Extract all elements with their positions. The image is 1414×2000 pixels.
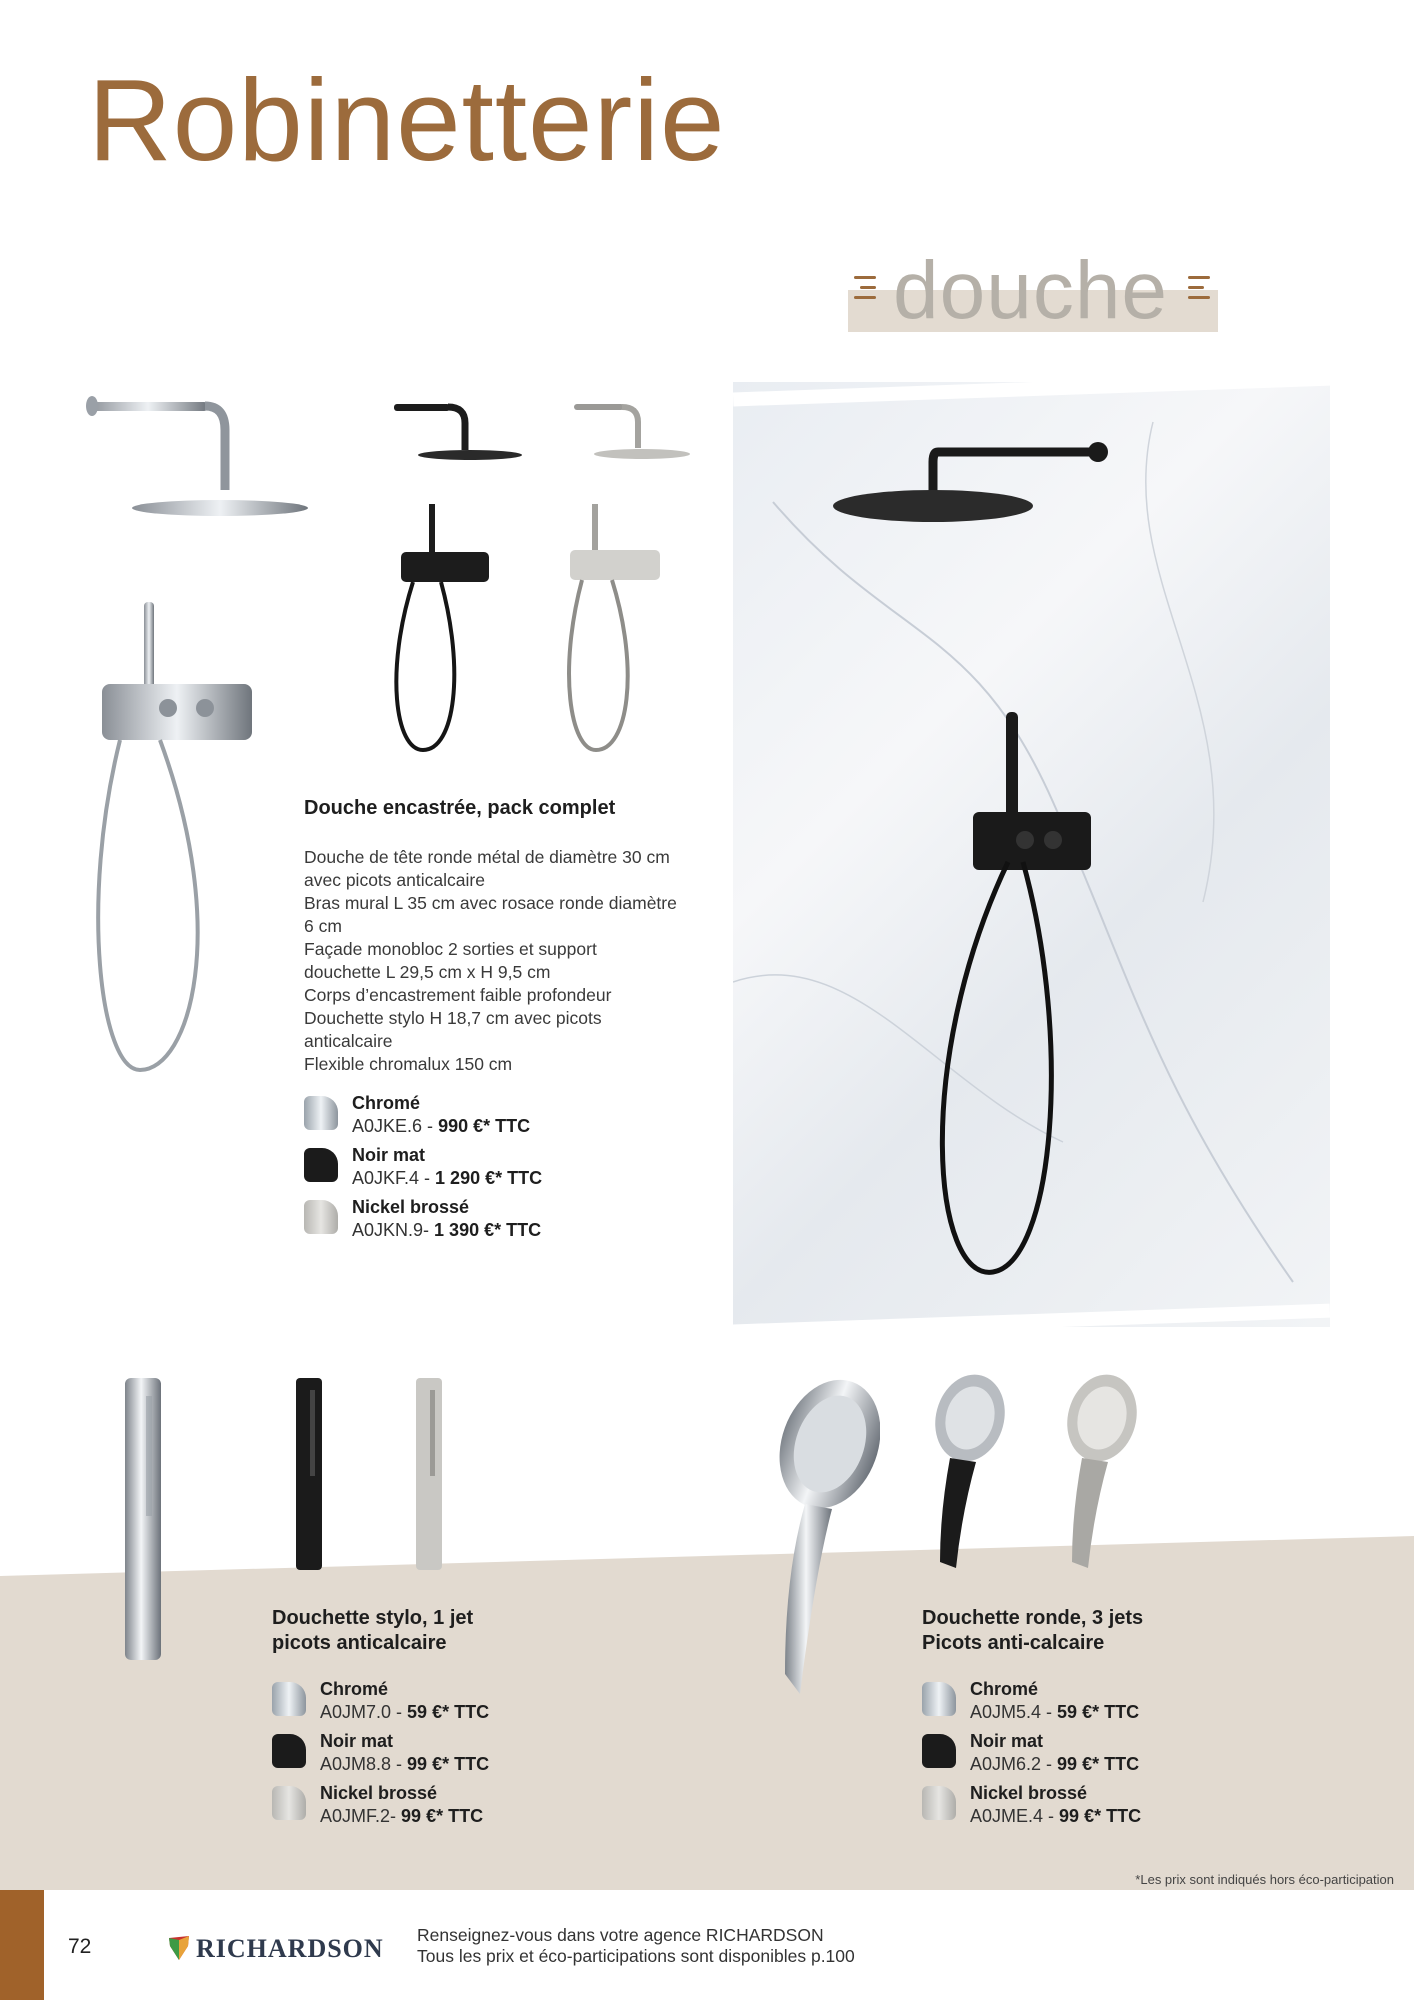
variant-ref: A0JM8.8 - [320,1754,403,1774]
variant-ref: A0JKN.9- [352,1220,430,1240]
variant-ref-price [320,1701,489,1724]
variant-finish: Noir mat [320,1731,394,1751]
hand-shower-kit-black-image [385,500,495,760]
variant-finish: Chromé [970,1679,1039,1699]
variant-ref: A0JME.4 - [970,1806,1055,1826]
richardson-logo [166,1930,384,1966]
decor-dash [854,276,876,279]
variant-chrome [272,1678,592,1730]
variant-nickel [272,1782,592,1834]
brand-name: RICHARDSON [196,1934,384,1963]
description-line: douchette L 29,5 cm x H 9,5 cm [304,962,551,982]
description-line: Corps d’encastrement faible profondeur [304,985,612,1005]
swatch-nickel [922,1786,956,1820]
variant-chrome [304,1092,624,1144]
ambiance-marble-image [733,382,1330,1327]
swatch-chrome [272,1682,306,1716]
variant-price: 99 €* TTC [1057,1754,1140,1774]
variant-finish: Chromé [352,1093,421,1113]
price-footnote: *Les prix sont indiqués hors éco-participation [1135,1872,1394,1887]
variant-ref-price [352,1167,542,1190]
round-hand-shower-chrome-image [750,1374,880,1700]
variant-black [922,1730,1242,1782]
variant-ref: A0JMF.2- [320,1806,397,1826]
section-tag [848,245,1218,336]
product-title: Douche encastrée, pack complet [304,797,616,819]
richardson-logo-icon [166,1932,192,1962]
variant-black [304,1144,624,1196]
variant-price: 59 €* TTC [407,1702,490,1722]
variant-black [272,1730,592,1782]
decor-dash [860,286,876,289]
footer-line: Tous les prix et éco-participations sont disponibles p.100 [417,1946,855,1966]
shower-head-nickel-image [570,398,700,468]
description-line: avec picots anticalcaire [304,870,485,890]
swatch-black [272,1734,306,1768]
variant-ref-price [970,1805,1141,1828]
shower-head-chrome-large-image [80,390,320,520]
variant-chrome [922,1678,1242,1730]
shower-head-black-image [390,398,530,468]
product-title-line: Douchette stylo, 1 jet [272,1607,474,1629]
variant-ref-price [320,1753,489,1776]
variant-ref-price [320,1805,483,1828]
variant-price: 99 €* TTC [407,1754,490,1774]
variant-ref: A0JKE.6 - [352,1116,434,1136]
variant-price: 59 €* TTC [1057,1702,1140,1722]
swatch-black [304,1148,338,1182]
variant-ref: A0JM5.4 - [970,1702,1053,1722]
stick-hand-shower-black-image [294,1376,324,1572]
stick-hand-shower-nickel-image [414,1376,444,1572]
stick-hand-shower-chrome-image [122,1376,164,1662]
footer-accent-bar [0,1890,44,2000]
description-line: Flexible chromalux 150 cm [304,1054,513,1074]
footer-info [417,1925,855,1967]
product-description [304,846,677,1076]
description-line: Bras mural L 35 cm avec rosace ronde diamètre [304,893,677,913]
swatch-chrome [922,1682,956,1716]
product-title-line: picots anticalcaire [272,1632,447,1654]
round-hand-shower-black-image [920,1372,1010,1572]
variant-ref-price [970,1753,1139,1776]
decor-dash [1188,276,1210,279]
description-line: anticalcaire [304,1031,393,1051]
decor-dash [1188,286,1204,289]
variant-nickel [304,1196,624,1248]
variant-ref: A0JM6.2 - [970,1754,1053,1774]
variant-finish: Noir mat [970,1731,1044,1751]
variant-ref-price [352,1115,530,1138]
decor-dash [854,296,876,299]
footer-line: Renseignez-vous dans votre agence RICHARDSON [417,1925,824,1945]
hand-shower-kit-chrome-image [80,600,260,1080]
variant-ref-price [970,1701,1139,1724]
page-title: Robinetterie [88,55,726,185]
description-line: 6 cm [304,916,342,936]
hand-shower-kit-nickel-image [560,500,670,760]
product-title [922,1606,1143,1656]
decor-dash [1188,296,1210,299]
variant-finish: Nickel brossé [352,1197,470,1217]
variant-finish: Chromé [320,1679,389,1699]
variant-price: 1 290 €* TTC [435,1168,543,1188]
variant-ref: A0JKF.4 - [352,1168,431,1188]
description-line: Douchette stylo H 18,7 cm avec picots [304,1008,602,1028]
variant-price: 1 390 €* TTC [434,1220,542,1240]
variant-price: 990 €* TTC [438,1116,531,1136]
description-line: Douche de tête ronde métal de diamètre 30 cm [304,847,670,867]
variant-finish: Nickel brossé [970,1783,1088,1803]
variant-price: 99 €* TTC [1059,1806,1142,1826]
description-line: Façade monobloc 2 sorties et support [304,939,597,959]
variant-ref: A0JM7.0 - [320,1702,403,1722]
swatch-nickel [304,1200,338,1234]
page-number: 72 [68,1935,92,1958]
swatch-black [922,1734,956,1768]
product-title [272,1606,473,1656]
variant-nickel [922,1782,1242,1834]
swatch-chrome [304,1096,338,1130]
black-shower-set-illustration [733,382,1330,1327]
swatch-nickel [272,1786,306,1820]
section-label: douche [893,245,1169,336]
product-title-line: Douchette ronde, 3 jets [922,1607,1144,1629]
variant-finish: Noir mat [352,1145,426,1165]
variant-ref-price [352,1219,541,1242]
round-hand-shower-nickel-image [1052,1372,1142,1572]
product-title-line: Picots anti-calcaire [922,1632,1105,1654]
variant-price: 99 €* TTC [401,1806,484,1826]
variant-finish: Nickel brossé [320,1783,438,1803]
